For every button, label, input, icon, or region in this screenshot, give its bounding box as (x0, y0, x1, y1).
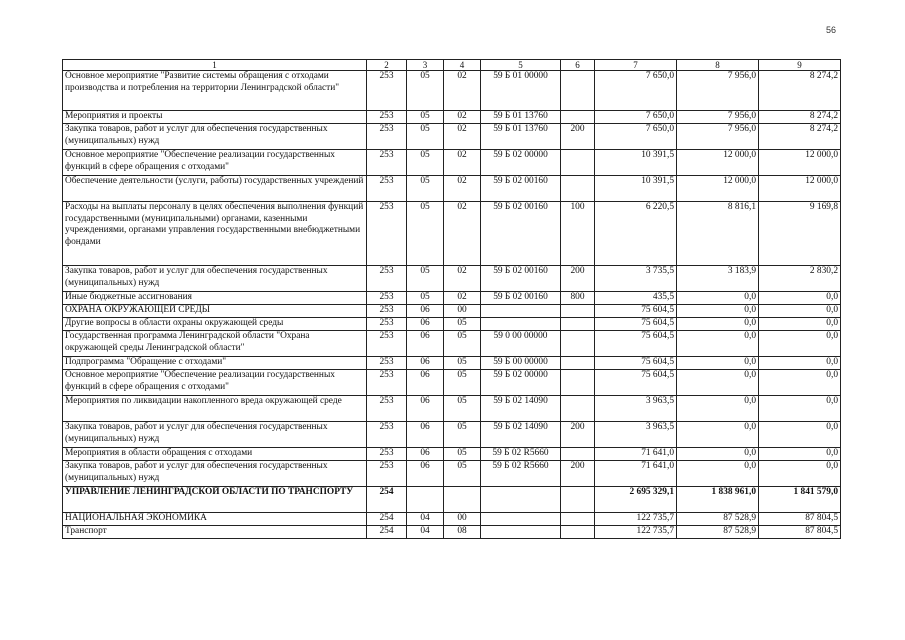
amount-col8: 0,0 (677, 461, 759, 487)
expense-type-code (561, 396, 595, 422)
target-article-code: 59 Б 02 00160 (481, 202, 561, 266)
expense-type-code (561, 357, 595, 370)
target-article-code: 59 Б 02 00160 (481, 266, 561, 292)
department-code: 253 (367, 318, 407, 331)
amount-col8: 12 000,0 (677, 176, 759, 202)
department-code: 253 (367, 370, 407, 396)
department-code: 253 (367, 71, 407, 111)
row-name: Подпрограмма "Обращение с отходами" (63, 357, 367, 370)
section-code: 06 (407, 461, 444, 487)
table-row (63, 150, 841, 176)
amount-col7: 7 650,0 (595, 111, 677, 124)
column-header: 6 (561, 60, 595, 71)
table-row (63, 305, 841, 318)
section-code: 05 (407, 124, 444, 150)
amount-col7: 3 963,5 (595, 396, 677, 422)
amount-col9: 0,0 (759, 305, 841, 318)
amount-col8: 0,0 (677, 318, 759, 331)
table-row (63, 124, 841, 150)
target-article-code: 59 Б 02 R5660 (481, 448, 561, 461)
section-code: 06 (407, 422, 444, 448)
row-name: ОХРАНА ОКРУЖАЮЩЕЙ СРЕДЫ (63, 305, 367, 318)
expense-type-code: 800 (561, 292, 595, 305)
subsection-code: 05 (444, 318, 481, 331)
budget-table (62, 59, 841, 539)
table-body (63, 71, 841, 539)
column-header: 5 (481, 60, 561, 71)
department-code: 253 (367, 422, 407, 448)
amount-col7: 435,5 (595, 292, 677, 305)
row-name: Закупка товаров, работ и услуг для обеспечения государственных (муниципальных) нужд (63, 461, 367, 487)
amount-col7: 10 391,5 (595, 150, 677, 176)
table-row (63, 396, 841, 422)
section-code: 05 (407, 150, 444, 176)
department-code: 253 (367, 266, 407, 292)
amount-col9: 0,0 (759, 422, 841, 448)
table-row (63, 422, 841, 448)
department-code: 253 (367, 305, 407, 318)
amount-col9: 9 169,8 (759, 202, 841, 266)
row-name: Основное мероприятие "Обеспечение реализации государственных функций в сфере обращения с отходами" (63, 150, 367, 176)
target-article-code (481, 513, 561, 526)
section-code: 06 (407, 331, 444, 357)
subsection-code: 05 (444, 396, 481, 422)
section-code (407, 487, 444, 513)
amount-col7: 71 641,0 (595, 461, 677, 487)
section-code: 06 (407, 357, 444, 370)
row-name: УПРАВЛЕНИЕ ЛЕНИНГРАДСКОЙ ОБЛАСТИ ПО ТРАНСПОРТУ (63, 487, 367, 513)
table-row (63, 111, 841, 124)
amount-col7: 75 604,5 (595, 370, 677, 396)
target-article-code: 59 Б 02 00000 (481, 150, 561, 176)
amount-col9: 8 274,2 (759, 71, 841, 111)
department-code: 254 (367, 487, 407, 513)
table-row (63, 331, 841, 357)
amount-col7: 7 650,0 (595, 124, 677, 150)
subsection-code: 02 (444, 150, 481, 176)
expense-type-code: 200 (561, 422, 595, 448)
amount-col7: 122 735,7 (595, 513, 677, 526)
department-code: 253 (367, 111, 407, 124)
column-header: 2 (367, 60, 407, 71)
section-code: 06 (407, 305, 444, 318)
amount-col9: 8 274,2 (759, 111, 841, 124)
expense-type-code: 100 (561, 202, 595, 266)
subsection-code: 02 (444, 202, 481, 266)
target-article-code: 59 Б 02 00160 (481, 176, 561, 202)
department-code: 253 (367, 357, 407, 370)
amount-col7: 3 963,5 (595, 422, 677, 448)
expense-type-code (561, 150, 595, 176)
amount-col8: 87 528,9 (677, 513, 759, 526)
table-row (63, 292, 841, 305)
amount-col7: 122 735,7 (595, 526, 677, 539)
department-code: 253 (367, 150, 407, 176)
department-code: 253 (367, 176, 407, 202)
subsection-code: 02 (444, 71, 481, 111)
amount-col8: 1 838 961,0 (677, 487, 759, 513)
column-header: 9 (759, 60, 841, 71)
row-name: Основное мероприятие "Развитие системы обращения с отходами производства и потребления на территории Ленинградской области" (63, 71, 367, 111)
row-name: Мероприятия по ликвидации накопленного вреда окружающей среде (63, 396, 367, 422)
column-header: 3 (407, 60, 444, 71)
target-article-code (481, 305, 561, 318)
table-row (63, 71, 841, 111)
target-article-code: 59 0 00 00000 (481, 331, 561, 357)
target-article-code (481, 318, 561, 331)
subsection-code: 05 (444, 370, 481, 396)
amount-col7: 10 391,5 (595, 176, 677, 202)
section-code: 04 (407, 513, 444, 526)
section-code: 05 (407, 292, 444, 305)
target-article-code: 59 Б 01 13760 (481, 111, 561, 124)
amount-col8: 7 956,0 (677, 111, 759, 124)
amount-col9: 87 804,5 (759, 526, 841, 539)
expense-type-code (561, 176, 595, 202)
amount-col7: 75 604,5 (595, 318, 677, 331)
subsection-code: 02 (444, 124, 481, 150)
row-name: НАЦИОНАЛЬНАЯ ЭКОНОМИКА (63, 513, 367, 526)
target-article-code: 59 Б 02 00000 (481, 370, 561, 396)
amount-col8: 0,0 (677, 422, 759, 448)
expense-type-code: 200 (561, 461, 595, 487)
amount-col7: 71 641,0 (595, 448, 677, 461)
subsection-code: 05 (444, 357, 481, 370)
row-name: Основное мероприятие "Обеспечение реализации государственных функций в сфере обращения с отходами" (63, 370, 367, 396)
section-code: 04 (407, 526, 444, 539)
amount-col8: 0,0 (677, 357, 759, 370)
subsection-code: 05 (444, 448, 481, 461)
department-code: 254 (367, 526, 407, 539)
subsection-code: 00 (444, 513, 481, 526)
target-article-code: 59 Б 02 14090 (481, 396, 561, 422)
amount-col9: 0,0 (759, 292, 841, 305)
amount-col7: 6 220,5 (595, 202, 677, 266)
amount-col7: 2 695 329,1 (595, 487, 677, 513)
column-header: 4 (444, 60, 481, 71)
target-article-code (481, 526, 561, 539)
section-code: 05 (407, 111, 444, 124)
expense-type-code (561, 526, 595, 539)
table-row (63, 461, 841, 487)
table-row (63, 266, 841, 292)
expense-type-code (561, 513, 595, 526)
amount-col9: 8 274,2 (759, 124, 841, 150)
amount-col9: 0,0 (759, 357, 841, 370)
row-name: Обеспечение деятельности (услуги, работы) государственных учреждений (63, 176, 367, 202)
amount-col8: 0,0 (677, 370, 759, 396)
expense-type-code (561, 318, 595, 331)
amount-col7: 3 735,5 (595, 266, 677, 292)
table-row (63, 357, 841, 370)
amount-col9: 0,0 (759, 318, 841, 331)
target-article-code: 59 Б 00 00000 (481, 357, 561, 370)
amount-col7: 75 604,5 (595, 305, 677, 318)
table-row (63, 448, 841, 461)
amount-col8: 12 000,0 (677, 150, 759, 176)
amount-col9: 1 841 579,0 (759, 487, 841, 513)
subsection-code: 05 (444, 461, 481, 487)
expense-type-code: 200 (561, 124, 595, 150)
subsection-code: 02 (444, 176, 481, 202)
expense-type-code (561, 111, 595, 124)
department-code: 253 (367, 202, 407, 266)
row-name: Мероприятия в области обращения с отходами (63, 448, 367, 461)
table-row (63, 526, 841, 539)
row-name: Закупка товаров, работ и услуг для обеспечения государственных (муниципальных) нужд (63, 422, 367, 448)
expense-type-code (561, 370, 595, 396)
amount-col7: 75 604,5 (595, 357, 677, 370)
row-name: Государственная программа Ленинградской области "Охрана окружающей среды Ленинградской области" (63, 331, 367, 357)
amount-col9: 87 804,5 (759, 513, 841, 526)
amount-col9: 0,0 (759, 461, 841, 487)
amount-col8: 7 956,0 (677, 124, 759, 150)
section-code: 05 (407, 176, 444, 202)
amount-col9: 2 830,2 (759, 266, 841, 292)
amount-col9: 12 000,0 (759, 176, 841, 202)
department-code: 253 (367, 396, 407, 422)
column-header: 7 (595, 60, 677, 71)
amount-col9: 0,0 (759, 448, 841, 461)
table-row (63, 318, 841, 331)
amount-col8: 0,0 (677, 305, 759, 318)
amount-col9: 0,0 (759, 331, 841, 357)
page-number: 56 (826, 25, 837, 35)
amount-col9: 0,0 (759, 396, 841, 422)
expense-type-code (561, 448, 595, 461)
row-name: Закупка товаров, работ и услуг для обеспечения государственных (муниципальных) нужд (63, 124, 367, 150)
amount-col7: 7 650,0 (595, 71, 677, 111)
section-code: 05 (407, 71, 444, 111)
department-code: 253 (367, 448, 407, 461)
department-code: 253 (367, 124, 407, 150)
amount-col8: 0,0 (677, 396, 759, 422)
amount-col7: 75 604,5 (595, 331, 677, 357)
amount-col9: 0,0 (759, 370, 841, 396)
target-article-code: 59 Б 01 13760 (481, 124, 561, 150)
amount-col8: 0,0 (677, 292, 759, 305)
amount-col8: 8 816,1 (677, 202, 759, 266)
section-code: 06 (407, 370, 444, 396)
column-header: 8 (677, 60, 759, 71)
amount-col9: 12 000,0 (759, 150, 841, 176)
subsection-code: 05 (444, 422, 481, 448)
target-article-code (481, 487, 561, 513)
section-code: 05 (407, 202, 444, 266)
expense-type-code (561, 331, 595, 357)
amount-col8: 0,0 (677, 331, 759, 357)
section-code: 05 (407, 266, 444, 292)
subsection-code: 08 (444, 526, 481, 539)
expense-type-code: 200 (561, 266, 595, 292)
row-name: Транспорт (63, 526, 367, 539)
amount-col8: 7 956,0 (677, 71, 759, 111)
expense-type-code (561, 305, 595, 318)
table-row (63, 513, 841, 526)
department-code: 254 (367, 513, 407, 526)
subsection-code: 05 (444, 331, 481, 357)
department-code: 253 (367, 292, 407, 305)
column-header: 1 (63, 60, 367, 71)
section-code: 06 (407, 396, 444, 422)
target-article-code: 59 Б 02 14090 (481, 422, 561, 448)
table-row (63, 487, 841, 513)
amount-col8: 3 183,9 (677, 266, 759, 292)
table-row (63, 202, 841, 266)
section-code: 06 (407, 318, 444, 331)
amount-col8: 87 528,9 (677, 526, 759, 539)
table-header-row (63, 60, 841, 71)
row-name: Мероприятия и проекты (63, 111, 367, 124)
subsection-code: 02 (444, 111, 481, 124)
row-name: Иные бюджетные ассигнования (63, 292, 367, 305)
table-row (63, 176, 841, 202)
subsection-code (444, 487, 481, 513)
table-row (63, 370, 841, 396)
department-code: 253 (367, 331, 407, 357)
subsection-code: 00 (444, 305, 481, 318)
expense-type-code (561, 71, 595, 111)
subsection-code: 02 (444, 266, 481, 292)
row-name: Другие вопросы в области охраны окружающей среды (63, 318, 367, 331)
row-name: Закупка товаров, работ и услуг для обеспечения государственных (муниципальных) нужд (63, 266, 367, 292)
amount-col8: 0,0 (677, 448, 759, 461)
target-article-code: 59 Б 02 00160 (481, 292, 561, 305)
target-article-code: 59 Б 02 R5660 (481, 461, 561, 487)
section-code: 06 (407, 448, 444, 461)
target-article-code: 59 Б 01 00000 (481, 71, 561, 111)
subsection-code: 02 (444, 292, 481, 305)
row-name: Расходы на выплаты персоналу в целях обеспечения выполнения функций государственными (муниципальными) органами, казенными учреждениями, органами управления государственными внебюджетными фондами (63, 202, 367, 266)
department-code: 253 (367, 461, 407, 487)
expense-type-code (561, 487, 595, 513)
